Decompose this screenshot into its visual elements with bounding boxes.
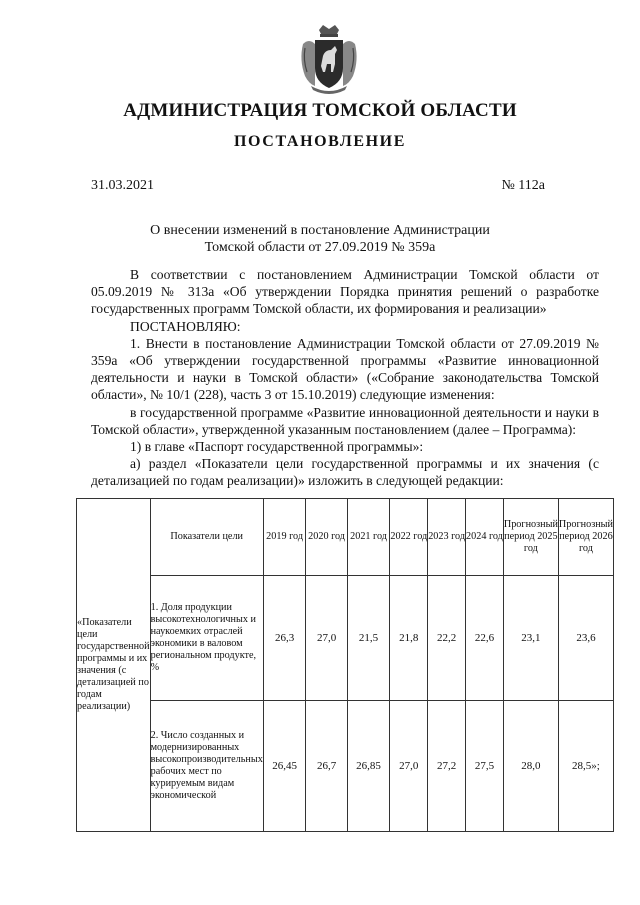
indicator-value: 26,85 bbox=[347, 701, 390, 832]
indicator-value: 27,2 bbox=[428, 701, 466, 832]
table-header-cell: 2023 год bbox=[428, 499, 466, 576]
indicator-value: 22,2 bbox=[428, 576, 466, 701]
indicator-value: 27,0 bbox=[306, 576, 347, 701]
organization-title: АДМИНИСТРАЦИЯ ТОМСКОЙ ОБЛАСТИ bbox=[123, 100, 517, 121]
table-header-cell: 2019 год bbox=[263, 499, 306, 576]
document-body bbox=[91, 266, 599, 490]
table-header-cell: 2022 год bbox=[390, 499, 428, 576]
subject-line-1: О внесении изменений в постановление Администрации bbox=[150, 223, 490, 238]
table-side-label: «Показатели цели государственной программы и их значения (с детализацией по годам реализации) bbox=[77, 499, 151, 832]
indicator-value: 27,5 bbox=[466, 701, 504, 832]
table-row bbox=[77, 576, 614, 701]
indicator-value: 21,8 bbox=[390, 576, 428, 701]
indicator-value: 21,5 bbox=[347, 576, 390, 701]
document-number: № 112а bbox=[501, 178, 545, 193]
table-header-cell: Показатели цели bbox=[150, 499, 263, 576]
indicator-name: 2. Число созданных и модернизированных высокопроизводительных рабочих мест по курируемым видам экономической bbox=[150, 701, 263, 832]
indicator-value: 28,0 bbox=[503, 701, 558, 832]
body-paragraph-item-1: 1. Внести в постановление Администрации Томской области от 27.09.2019 № 359а «Об утверждении государственной программы «Развитие инновационной деятельности и науки в Томской области» («Собрание законодательства Томской области», № 10/1 (228), часть 3 от 15.10.2019) следующие изменения: bbox=[91, 335, 599, 403]
indicator-value: 26,7 bbox=[306, 701, 347, 832]
indicator-name: 1. Доля продукции высокотехнологичных и наукоемких отраслей экономики в валовом региональном продукте, % bbox=[150, 576, 263, 701]
indicator-value: 23,1 bbox=[503, 576, 558, 701]
indicator-value: 28,5»; bbox=[558, 701, 613, 832]
indicator-value: 22,6 bbox=[466, 576, 504, 701]
indicator-value: 26,45 bbox=[263, 701, 306, 832]
document-date: 31.03.2021 bbox=[91, 178, 154, 193]
document-type: ПОСТАНОВЛЕНИЕ bbox=[234, 133, 406, 150]
body-paragraph-program: в государственной программе «Развитие инновационной деятельности и науки в Томской области», утвержденной указанным постановлением (далее – Программа): bbox=[91, 404, 599, 437]
body-paragraph-section: а) раздел «Показатели цели государственной программы и их значения (с детализацией по годам реализации)» изложить в следующей редакции: bbox=[91, 456, 599, 489]
table-header-cell: 2021 год bbox=[347, 499, 390, 576]
indicator-value: 27,0 bbox=[390, 701, 428, 832]
decree-heading: ПОСТАНОВЛЯЮ: bbox=[130, 318, 241, 334]
table-header-cell: 2024 год bbox=[466, 499, 504, 576]
coat-of-arms-icon bbox=[297, 24, 361, 96]
table-header-cell: 2020 год bbox=[306, 499, 347, 576]
body-paragraph-chapter: 1) в главе «Паспорт государственной программы»: bbox=[130, 439, 424, 455]
subject-line-2: Томской области от 27.09.2019 № 359а bbox=[204, 240, 436, 255]
document-subject bbox=[120, 222, 520, 256]
table-row bbox=[77, 701, 614, 832]
table-header-cell: Прогнозный период 2025 год bbox=[503, 499, 558, 576]
table-header-row bbox=[77, 499, 614, 576]
body-paragraph-basis: В соответствии с постановлением Администрации Томской области от 05.09.2019 № 313а «Об утверждении Порядка принятия решений о разработке государственных программ Томской области, их формирования и реализации» bbox=[91, 267, 599, 317]
indicator-value: 23,6 bbox=[558, 576, 613, 701]
table-header-cell: Прогнозный период 2026 год bbox=[558, 499, 613, 576]
indicators-table bbox=[76, 498, 614, 832]
indicator-value: 26,3 bbox=[263, 576, 306, 701]
